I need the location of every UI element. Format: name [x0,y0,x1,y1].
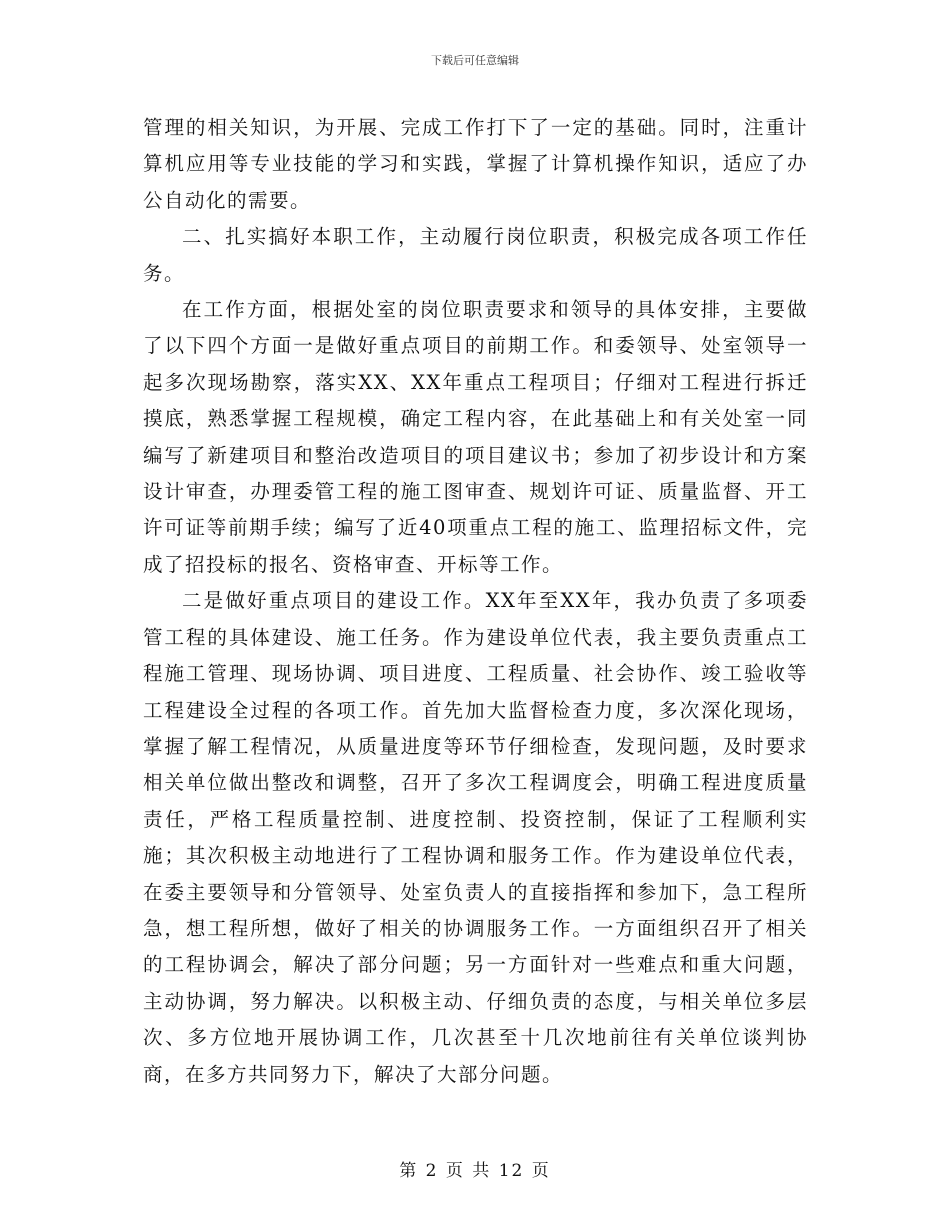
page-header: 下载后可任意编辑 [431,54,519,67]
document-body [143,110,808,1093]
paragraph-1: 管理的相关知识，为开展、完成工作打下了一定的基础。同时，注重计算机应用等专业技能的学习和实践，掌握了计算机操作知识，适应了办公自动化的需要。 [143,116,808,212]
paragraph-3: 在工作方面，根据处室的岗位职责要求和领导的具体安排，主要做了以下四个方面一是做好重点项目的前期工作。和委领导、处室领导一起多次现场勘察，落实XX、XX年重点工程项目；仔细对工程进行拆迁摸底，熟悉掌握工程规模，确定工程内容，在此基础上和有关处室一同编写了新建项目和整治改造项目的项目建议书；参加了初步设计和方案设计审查，办理委管工程的施工图审查、规划许可证、质量监督、开工许可证等前期手续；编写了近40项重点工程的施工、监理招标文件，完成了招投标的报名、资格审查、开标等工作。 [143,298,808,576]
paragraph-2: 二、扎实搞好本职工作，主动履行岗位职责，积极完成各项工作任务。 [143,225,808,285]
page-number-footer: 第 2 页 共 12 页 [399,1161,551,1181]
paragraph-4: 二是做好重点项目的建设工作。XX年至XX年，我办负责了多项委管工程的具体建设、施工任务。作为建设单位代表，我主要负责重点工程施工管理、现场协调、项目进度、工程质量、社会协作、竣工验收等工程建设全过程的各项工作。首先加大监督检查力度，多次深化现场，掌握了解工程情况，从质量进度等环节仔细检查，发现问题，及时要求相关单位做出整改和调整，召开了多次工程调度会，明确工程进度质量责任，严格工程质量控制、进度控制、投资控制，保证了工程顺利实施；其次积极主动地进行了工程协调和服务工作。作为建设单位代表，在委主要领导和分管领导、处室负责人的直接指挥和参加下，急工程所急，想工程所想，做好了相关的协调服务工作。一方面组织召开了相关的工程协调会，解决了部分问题；另一方面针对一些难点和重大问题，主动协调，努力解决。以积极主动、仔细负责的态度，与相关单位多层次、多方位地开展协调工作，几次甚至十几次地前往有关单位谈判协商，在多方共同努力下，解决了大部分问题。 [143,589,808,1086]
